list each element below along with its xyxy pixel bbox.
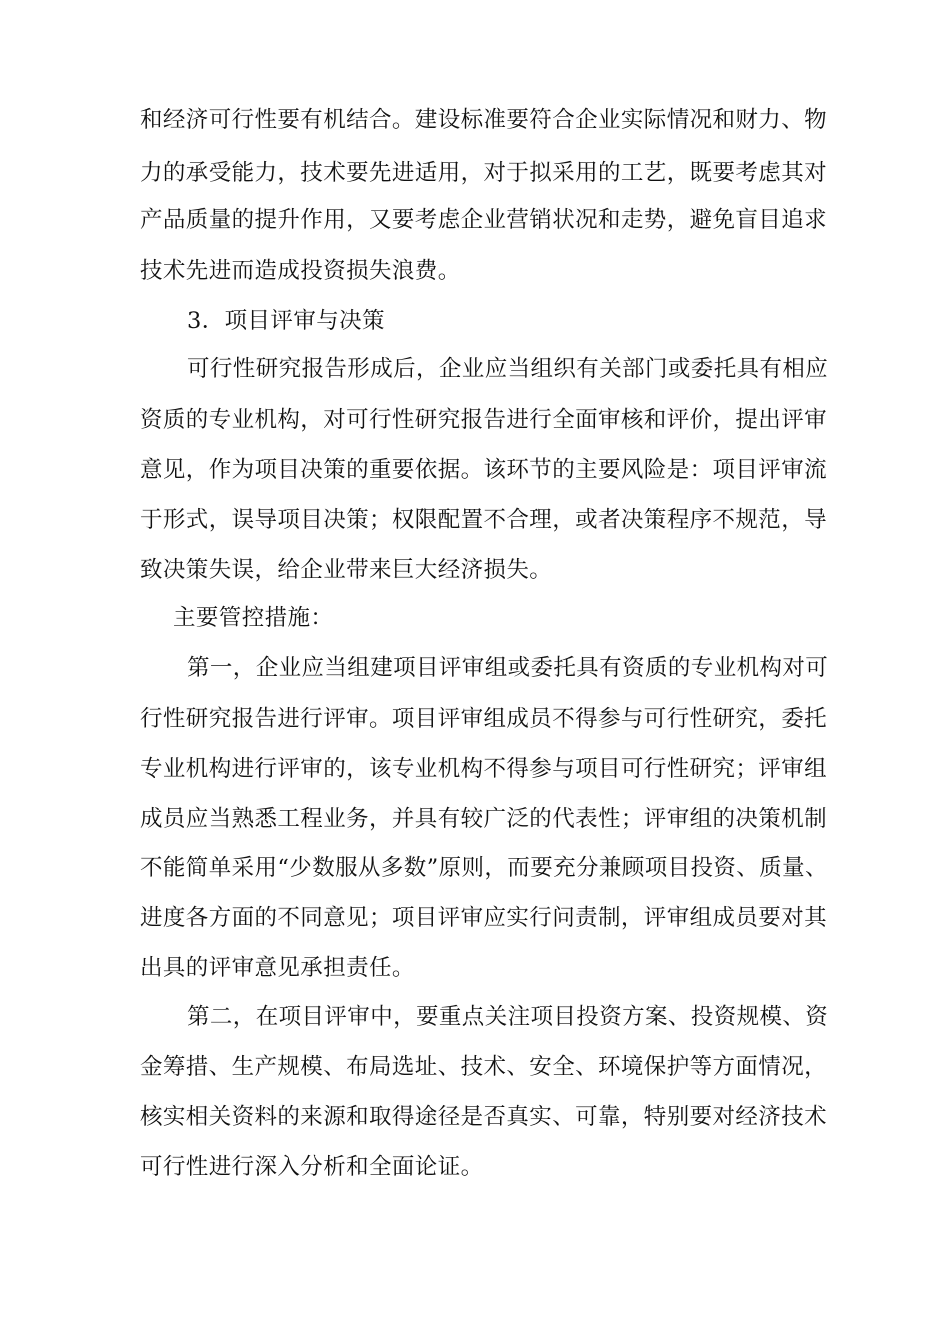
text-line: 致决策失误，给企业带来巨大经济损失。 (140, 557, 553, 583)
text-line: 可行性研究报告形成后，企业应当组织有关部门或委托具有相应 (187, 356, 829, 382)
text-line: 金筹措、生产规模、布局选址、技术、安全、环境保护等方面情况， (140, 1054, 828, 1080)
text-line: 资质的专业机构，对可行性研究报告进行全面审核和评价，提出评审 (140, 407, 828, 433)
text-line: 产品质量的提升作用，又要考虑企业营销状况和走势，避免盲目追求 (140, 207, 828, 233)
text-line: 第二，在项目评审中，要重点关注项目投资方案、投资规模、资 (187, 1004, 829, 1030)
text-line: 可行性进行深入分析和全面论证。 (140, 1154, 484, 1180)
text-line: 力的承受能力，技术要先进适用，对于拟采用的工艺，既要考虑其对 (140, 160, 828, 186)
text-line: 进度各方面的不同意见；项目评审应实行问责制，评审组成员要对其 (140, 905, 828, 931)
text-line: 不能简单采用“少数服从多数”原则，而要充分兼顾项目投资、质量、 (140, 855, 828, 881)
text-line: 出具的评审意见承担责任。 (140, 955, 415, 981)
text-line: 技术先进而造成投资损失浪费。 (140, 258, 461, 284)
text-line: 核实相关资料的来源和取得途径是否真实、可靠，特别要对经济技术 (140, 1104, 828, 1130)
text-line: 成员应当熟悉工程业务，并具有较广泛的代表性；评审组的决策机制 (140, 806, 828, 832)
text-line: 第一，企业应当组建项目评审组或委托具有资质的专业机构对可 (187, 655, 829, 681)
text-line: 行性研究报告进行评审。项目评审组成员不得参与可行性研究，委托 (140, 706, 828, 732)
text-line: 主要管控措施： (173, 605, 334, 631)
text-line: 专业机构进行评审的，该专业机构不得参与项目可行性研究；评审组 (140, 756, 828, 782)
text-line: 意见，作为项目决策的重要依据。该环节的主要风险是：项目评审流 (140, 457, 828, 483)
section-heading: 3．项目评审与决策 (187, 308, 385, 334)
text-line: 于形式，误导项目决策；权限配置不合理，或者决策程序不规范，导 (140, 507, 828, 533)
text-line: 和经济可行性要有机结合。建设标准要符合企业实际情况和财力、物 (140, 107, 828, 133)
